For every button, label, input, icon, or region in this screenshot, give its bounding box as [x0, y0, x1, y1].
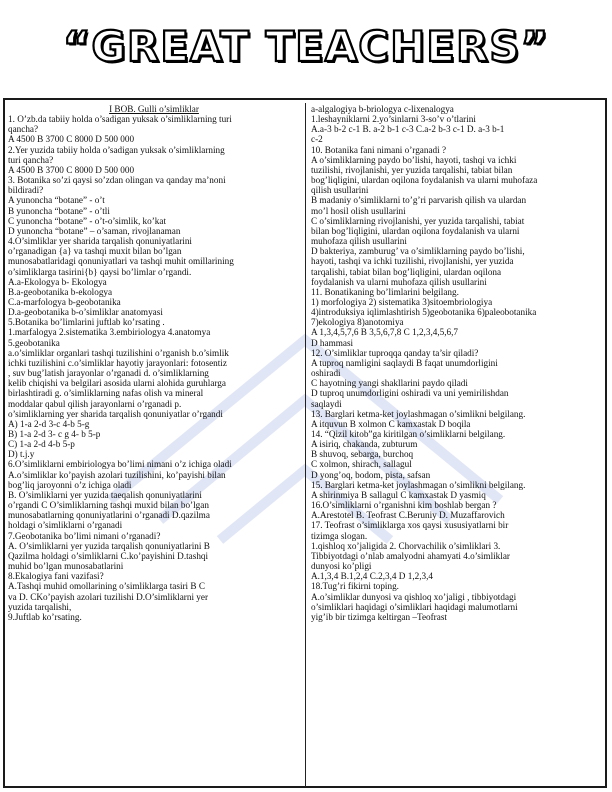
text-line: A.1,3,4 B.1,2,4 C.2,3,4 D 1,2,3,4 [311, 571, 433, 582]
text-line: o’rganadigan {a} va tashqi muxit bilan bo’lgan [8, 246, 182, 257]
text-line: 16.O’simliklarni o’rganishni kim boshlab bergan ? [311, 500, 497, 511]
text-line: 8.Ekalogiya fani vazifasi? [8, 571, 104, 582]
text-line: 17. Teofrast o’simliklarga xos qaysi xususiyatlarni bir [311, 520, 509, 531]
text-line: a-algalogiya b-briologya c-lixenalogya [311, 104, 454, 114]
text-line: C.a-marfologya b-geobotanika [8, 296, 121, 307]
text-line: A.Tashqi muhid omollarining o’simliklarga tasiri B C [8, 581, 205, 592]
text-line: 1.qishloq xo’jaligida 2. Chorvachilik o’simliklari 3. [311, 540, 501, 551]
text-line: 1) morfologiya 2) sistematika 3)sitoembriologiya [311, 296, 493, 307]
text-line: bildiradi? [8, 185, 44, 196]
text-line: B yunoncha “botane” - o’tli [8, 205, 110, 216]
text-line: A.o’simliklar dunyosi va qishloq xo’jaligi , tibbiyotdagi [311, 591, 517, 602]
text-line: C o’simliklarning rivojlanishi, yer yuzida tarqalishi, tabiat [311, 215, 525, 226]
text-line: A.a-Ekologya b- Ekologya [8, 276, 107, 287]
text-line: 11. Bonatikaning bo’limlarini belgilang. [311, 286, 459, 297]
text-line: C yunoncha “botane” - o’t-o’simlik, ko’kat [8, 215, 167, 226]
text-line: 1.marfalogya 2.sistematika 3.embiriologya 4.anatomya [8, 327, 211, 338]
text-line: kelib chiqishi va belgilari asosida ularni alohida guruhlarga [8, 378, 226, 389]
text-line: a.o’simliklar organlari tashqi tuzilishini o’rganish b.o’simlik [8, 347, 229, 358]
text-line: yuzida tarqalishi, [8, 601, 72, 612]
text-line: D bakteriya, zamburug’ va o’simliklarning paydo bo’lishi, [311, 246, 525, 257]
chapter-heading: I BOB. Gulli o’simliklar [109, 104, 199, 114]
text-line: A. O’simliklarni yer yuzida tarqalish qonuniyatlarini B [8, 540, 210, 551]
text-line: 1. O’zb.da tabiiy holda o’sadigan yuksak o’simliklarning turi [8, 114, 232, 125]
text-line: bog’liqligini, ulardan oqilona foydalanish va ularni muhofaza [311, 175, 538, 186]
text-line: tizimga slogan. [311, 530, 368, 541]
text-line: 5.Botanika bo’limlarini juftlab ko’rsating . [8, 317, 165, 328]
text-line: D yong’oq, bodom, pista, safsan [311, 469, 431, 480]
text-line: 7)ekologiya 8)anotomiya [311, 317, 404, 328]
text-line: dunyosi ko’pligi [311, 561, 372, 572]
text-line: va D. CKo’payish azolari tuzilishi D.O’simliklarni yer [8, 591, 209, 602]
text-line: , suv bug’latish jarayonlar o’rganadi d. o’simliklarning [8, 368, 209, 379]
text-line: muhofaza qilish usullarini [311, 236, 407, 247]
text-line: B madaniy o’simliklarni to’g’ri parvarish qilish va ulardan [311, 195, 527, 206]
text-line: o’simliklarga tasirini{b} qaysi bo’limlar o’rgandi. [8, 266, 192, 277]
text-line: B.a-geobotanika b-ekologya [8, 286, 113, 297]
text-line: 4.O’simliklar yer sharida tarqalish qonuniyatlarini [8, 236, 192, 247]
text-line: o’simliklarning yer sharida tarqalish qonuniyatlar o’rgandi [8, 408, 223, 419]
text-line: B. O’simliklarni yer yuzida taeqalish qonuniyatlarini [8, 489, 202, 500]
text-line: 10. Botanika fani nimani o’rganadi ? [311, 144, 447, 155]
text-line: munosabatlarning qonuniyatlarini o’rganadi D.qazilma [8, 510, 210, 521]
text-line: c-2 [311, 134, 323, 145]
text-line: 15. Barglari ketma-ket joylashmagan o’simlikni belgilang. [311, 479, 526, 490]
text-line: tarqalishi, tabiat bilan bog’liqligini, ulardan oqilona [311, 266, 502, 277]
text-line: tuzilishi, rivojlanishi, yer yuzida tarqalishi, tabiat bilan [311, 164, 513, 175]
text-line: A.a-3 b-2 c-1 B. a-2 b-1 c-3 C.a-2 b-3 c-1 D. a-3 b-1 [311, 124, 505, 135]
text-line: A 4500 B 3700 C 8000 D 500 000 [8, 134, 135, 145]
text-line: 9.Juftlab ko’rsating. [8, 611, 82, 622]
text-line: 14. “Qizil kitob”ga kiritilgan o’simliklarni belgilang. [311, 429, 506, 439]
text-line: A tuproq namligini saqlaydi B faqat unumdorligini [311, 357, 498, 368]
text-line: A) 1-a 2-d 3-c 4-b 5-g [8, 418, 90, 429]
text-line: 1.leshayniklarni 2.yo’sinlarni 3-so’v o’tlarini [311, 114, 476, 125]
text-line: 6.O’simliklarni embiriologya bo’limi nimani o’z ichiga oladi [8, 459, 232, 470]
text-line: munosabatlaridagi qonuniyatlari va tashqi muhit omillarining [8, 256, 234, 267]
text-line: o’simliklari haqidagi o’simliklari haqidagi malumotlarni [311, 601, 518, 612]
text-line: bog’liq jaroyonni o’z ichiga oladi [8, 479, 132, 490]
text-line: moddalar qabul qilish jarayonlarni o’rganadi p. [8, 398, 182, 409]
left-column [8, 104, 300, 622]
text-line: C) 1-a 2-d 4-b 5-p [8, 439, 75, 450]
text-line: D tuproq unumdorligini oshiradi va uni yemirilishdan [311, 388, 509, 399]
text-line: 3. Botanika so’zi qaysi so’zdan olingan va qanday ma’noni [8, 175, 226, 186]
text-line: turi qancha? [8, 154, 54, 165]
text-line: D) t.j.y [8, 449, 35, 460]
text-line: muhid bo’lgan munosabatlarini [8, 561, 124, 572]
text-line: o’rgandi C O’simliklarning tashqi muxid bilan bo’lgan [8, 500, 209, 511]
text-line: C hayotning yangi shakllarini paydo qiladi [311, 378, 468, 389]
text-line: A itquvun B xolmon C kamxastak D boqila [311, 418, 471, 429]
column-divider [305, 103, 306, 787]
text-line: B shuvoq, sebarga, burchoq [311, 449, 414, 460]
text-line: bilan bog’liqligini, ulardan oqilona foydalanish va ularni [311, 225, 520, 236]
text-line: D hammasi [311, 337, 354, 348]
text-line: A 4500 B 3700 C 8000 D 500 000 [8, 164, 135, 175]
text-line: foydalanish va ularni muhofaza qilish usullarini [311, 276, 487, 287]
text-line: 4)introduksiya iqlimlashtirish 5)geobotanika 6)paleobotanika [311, 307, 537, 318]
text-line: Tibbiyotdagi o’nlab amalyodni ahamyati 4.o’simliklar [311, 550, 510, 561]
text-line: D.a-geobotanika b-o’simliklar anatomyasi [8, 307, 163, 318]
text-line: Qazilma holdagi o’simliklarni C.ko’payishini D.tashqi [8, 550, 209, 561]
text-line: qancha? [8, 124, 39, 135]
text-line: A 1,3,4,5,7,6 B 3,5,6,7,8 C 1,2,3,4,5,6,7 [311, 327, 459, 338]
text-line: A shirinmiya B sallagul C kamxastak D yasmiq [311, 489, 486, 500]
text-line: mo’l hosil olish usullarini [311, 205, 406, 216]
text-line: hayoti, tashqi va ichki tuzilishi, rivojlanishi, yer yuzida [311, 256, 514, 267]
text-line: 13. Barglari ketma-ket joylashmagan o’simlikni belgilang. [311, 408, 526, 419]
text-line: oshiradi [311, 368, 341, 379]
text-line: 2.Yer yuzida tabiiy holda o’sadigan yuksak o’simliklarning [8, 144, 225, 155]
text-line: B) 1-a 2-d 3- c g 4- b 5-p [8, 429, 101, 439]
text-line: A o’simliklarning paydo bo’lishi, hayoti, tashqi va ichki [311, 154, 517, 165]
text-line: saqlaydi [311, 398, 342, 409]
page-title: “GREAT TEACHERS” [62, 22, 550, 71]
text-line: 12. O’simliklar tuproqqa qanday ta’sir qiladi? [311, 347, 479, 358]
text-line: 7.Geobotanika bo’limi nimani o’rganadi? [8, 530, 161, 541]
text-line: A yunoncha “botane” - o’t [8, 195, 105, 206]
text-line: holdagi o’simliklarni o’rganadi [8, 520, 123, 531]
text-line: 5.geobotanika [8, 337, 60, 348]
text-line: D yunoncha “botane” – o’saman, rivojlanaman [8, 225, 181, 236]
text-line: C xolmon, shirach, sallagul [311, 459, 412, 470]
right-column [311, 104, 603, 622]
text-line: birlashtiradi g. o’simliklarning nafas olish va mineral [8, 388, 204, 399]
text-line: 18.Tug’ri fikirni toping. [311, 581, 399, 592]
text-line: yig’ib bir tizimga keltirgan –Teofrast [311, 611, 447, 622]
text-line: qilish usullarini [311, 185, 369, 196]
text-line: A.o’simliklar ko’payish azolari tuzilishini, ko’payishi bilan [8, 469, 226, 480]
text-line: ichki tuzilishini c.o’simliklar hayotiy jarayonlari: fotosentiz [8, 357, 227, 368]
text-line: A.Arestotel B. Teofrast C.Beruniy D. Muzaffarovich [311, 510, 505, 521]
text-line: A isiriq, chakanda, zubturum [311, 439, 418, 450]
